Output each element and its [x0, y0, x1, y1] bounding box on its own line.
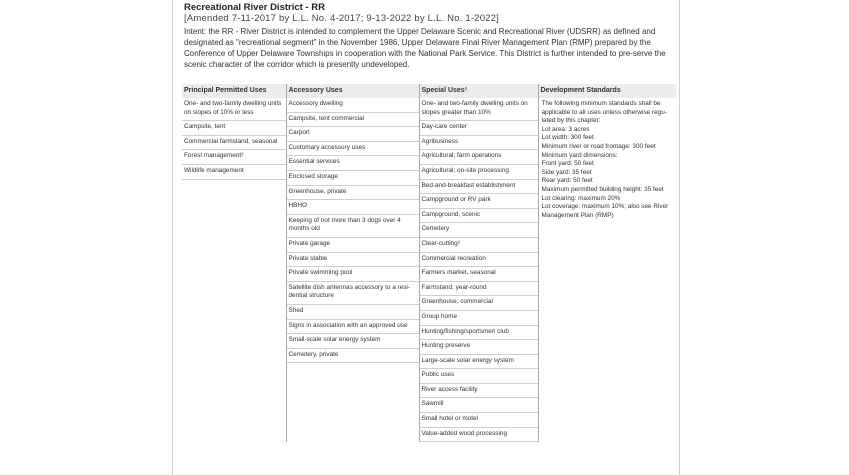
list-item: Farmstand, year-round [420, 282, 538, 297]
list-item: Essential services [287, 156, 419, 171]
list-item: Commercial recreation [420, 253, 538, 268]
list-item: Private stable [287, 253, 419, 268]
standard-frontage: Minimum river or road frontage: 300 feet [541, 142, 656, 150]
list-item: One- and two-family dwelling units on slopes greater than 10% [420, 98, 538, 121]
header-development-standards: Development Standards [538, 84, 676, 98]
list-item: Greenhouse, private [287, 186, 419, 201]
header-accessory-uses: Accessory Uses [286, 84, 419, 98]
list-item: Large-scale solar energy system [420, 355, 538, 370]
list-item: Hunting preserve [420, 340, 538, 355]
list-item: Bed-and-breakfast establishment [420, 180, 538, 195]
development-standards-column [538, 98, 676, 442]
list-item: Accessory dwelling [287, 98, 419, 113]
standard-lot-clearing: Lot clearing: maximum 20% [541, 194, 621, 202]
list-item: Satellite dish antennas accessory to a resi-dential structure [287, 282, 419, 305]
header-special-uses: Special Uses¹ [419, 84, 538, 98]
standard-side-yard: Side yard: 35 feet [541, 168, 592, 176]
list-item: Wildlife management [182, 165, 286, 180]
list-item: Commercial farmstand, seasonal [182, 136, 286, 151]
list-item: Group home [420, 311, 538, 326]
list-item: Hunting/fishing/sportsmen club [420, 326, 538, 341]
list-item: Agricultural; farm operations [420, 150, 538, 165]
list-item: Public uses [420, 369, 538, 384]
list-item: Forest management² [182, 150, 286, 165]
list-item: Clear-cutting² [420, 238, 538, 253]
development-standards-text [539, 98, 677, 222]
list-item: Sawmill [420, 398, 538, 413]
list-item: HBHO [287, 200, 419, 215]
list-item: Signs in association with an approved use [287, 320, 419, 335]
list-item: Campsite, tent commercial [287, 113, 419, 128]
list-item: Private swimming pool [287, 267, 419, 282]
list-item: Day-care center [420, 121, 538, 136]
accessory-uses-column [286, 98, 419, 442]
standard-building-height: Maximum permitted building height: 35 feet [541, 185, 664, 193]
table-header-row [182, 84, 676, 98]
list-item: Carport [287, 127, 419, 142]
amendment-note: [Amended 7-11-2017 by L.L. No. 4-2017; 9-13-2022 by L.L. No. 1-2022] [184, 13, 499, 24]
document-page [172, 0, 680, 475]
standard-yard-heading: Minimum yard dimensions: [541, 151, 618, 159]
list-item: Greenhouse, commercial [420, 296, 538, 311]
list-item: Shed [287, 305, 419, 320]
list-item: Cemetery [420, 223, 538, 238]
list-item: River access facility [420, 384, 538, 399]
special-uses-column [419, 98, 538, 442]
list-item: Enclosed storage [287, 171, 419, 186]
list-item: Value-added wood processing [420, 428, 538, 443]
standard-lot-area: Lot area: 3 acres [541, 125, 590, 133]
standard-rear-yard: Rear yard: 50 feet [541, 177, 593, 185]
header-principal-permitted-uses: Principal Permitted Uses [182, 84, 286, 98]
standards-intro: The following minimum standards shall be applicable to all uses unless otherwise regu-lated by this chapter: [541, 100, 667, 125]
list-item: Campground, scenic [420, 209, 538, 224]
list-item: Customary accessory uses [287, 142, 419, 157]
principal-permitted-uses-column [182, 98, 286, 442]
list-item: Keeping of not more than 3 dogs over 4 months old [287, 215, 419, 238]
list-item: Campground or RV park [420, 194, 538, 209]
list-item: One- and two-family dwelling units on slopes of 10% or less [182, 98, 286, 121]
standard-lot-coverage: Lot coverage: maximum 10%; also see River Management Plan (RMP) [541, 203, 669, 219]
list-item: Farmers market, seasonal [420, 267, 538, 282]
standard-front-yard: Front yard: 50 feet [541, 160, 594, 168]
standard-lot-width: Lot width: 300 feet [541, 134, 594, 142]
list-item: Private garage [287, 238, 419, 253]
page-title: Recreational River District - RR [184, 2, 325, 13]
list-item: Small-scale solar energy system [287, 334, 419, 349]
list-item: Campsite, tent [182, 121, 286, 136]
list-item: Agricultural; on-site processing [420, 165, 538, 180]
intent-paragraph: Intent: the RR - River District is intended to complement the Upper Delaware Scenic and Recreational River (UDSRR) as defined and designated as "recreational segment" in the November 1986, Upper Delaware Final River Management Plan (RMP) prepared by the Conference of Upper Delaware Townships in cooperation with the National Park Service. This District is further intended to pre-serve the scenic character of the corridor which is presently undeveloped. [184, 27, 666, 69]
list-item: Small hotel or motel [420, 413, 538, 428]
use-standards-table [182, 84, 676, 442]
table-body-row [182, 98, 676, 442]
list-item: Agribusiness [420, 136, 538, 151]
list-item: Cemetery, private [287, 349, 419, 364]
